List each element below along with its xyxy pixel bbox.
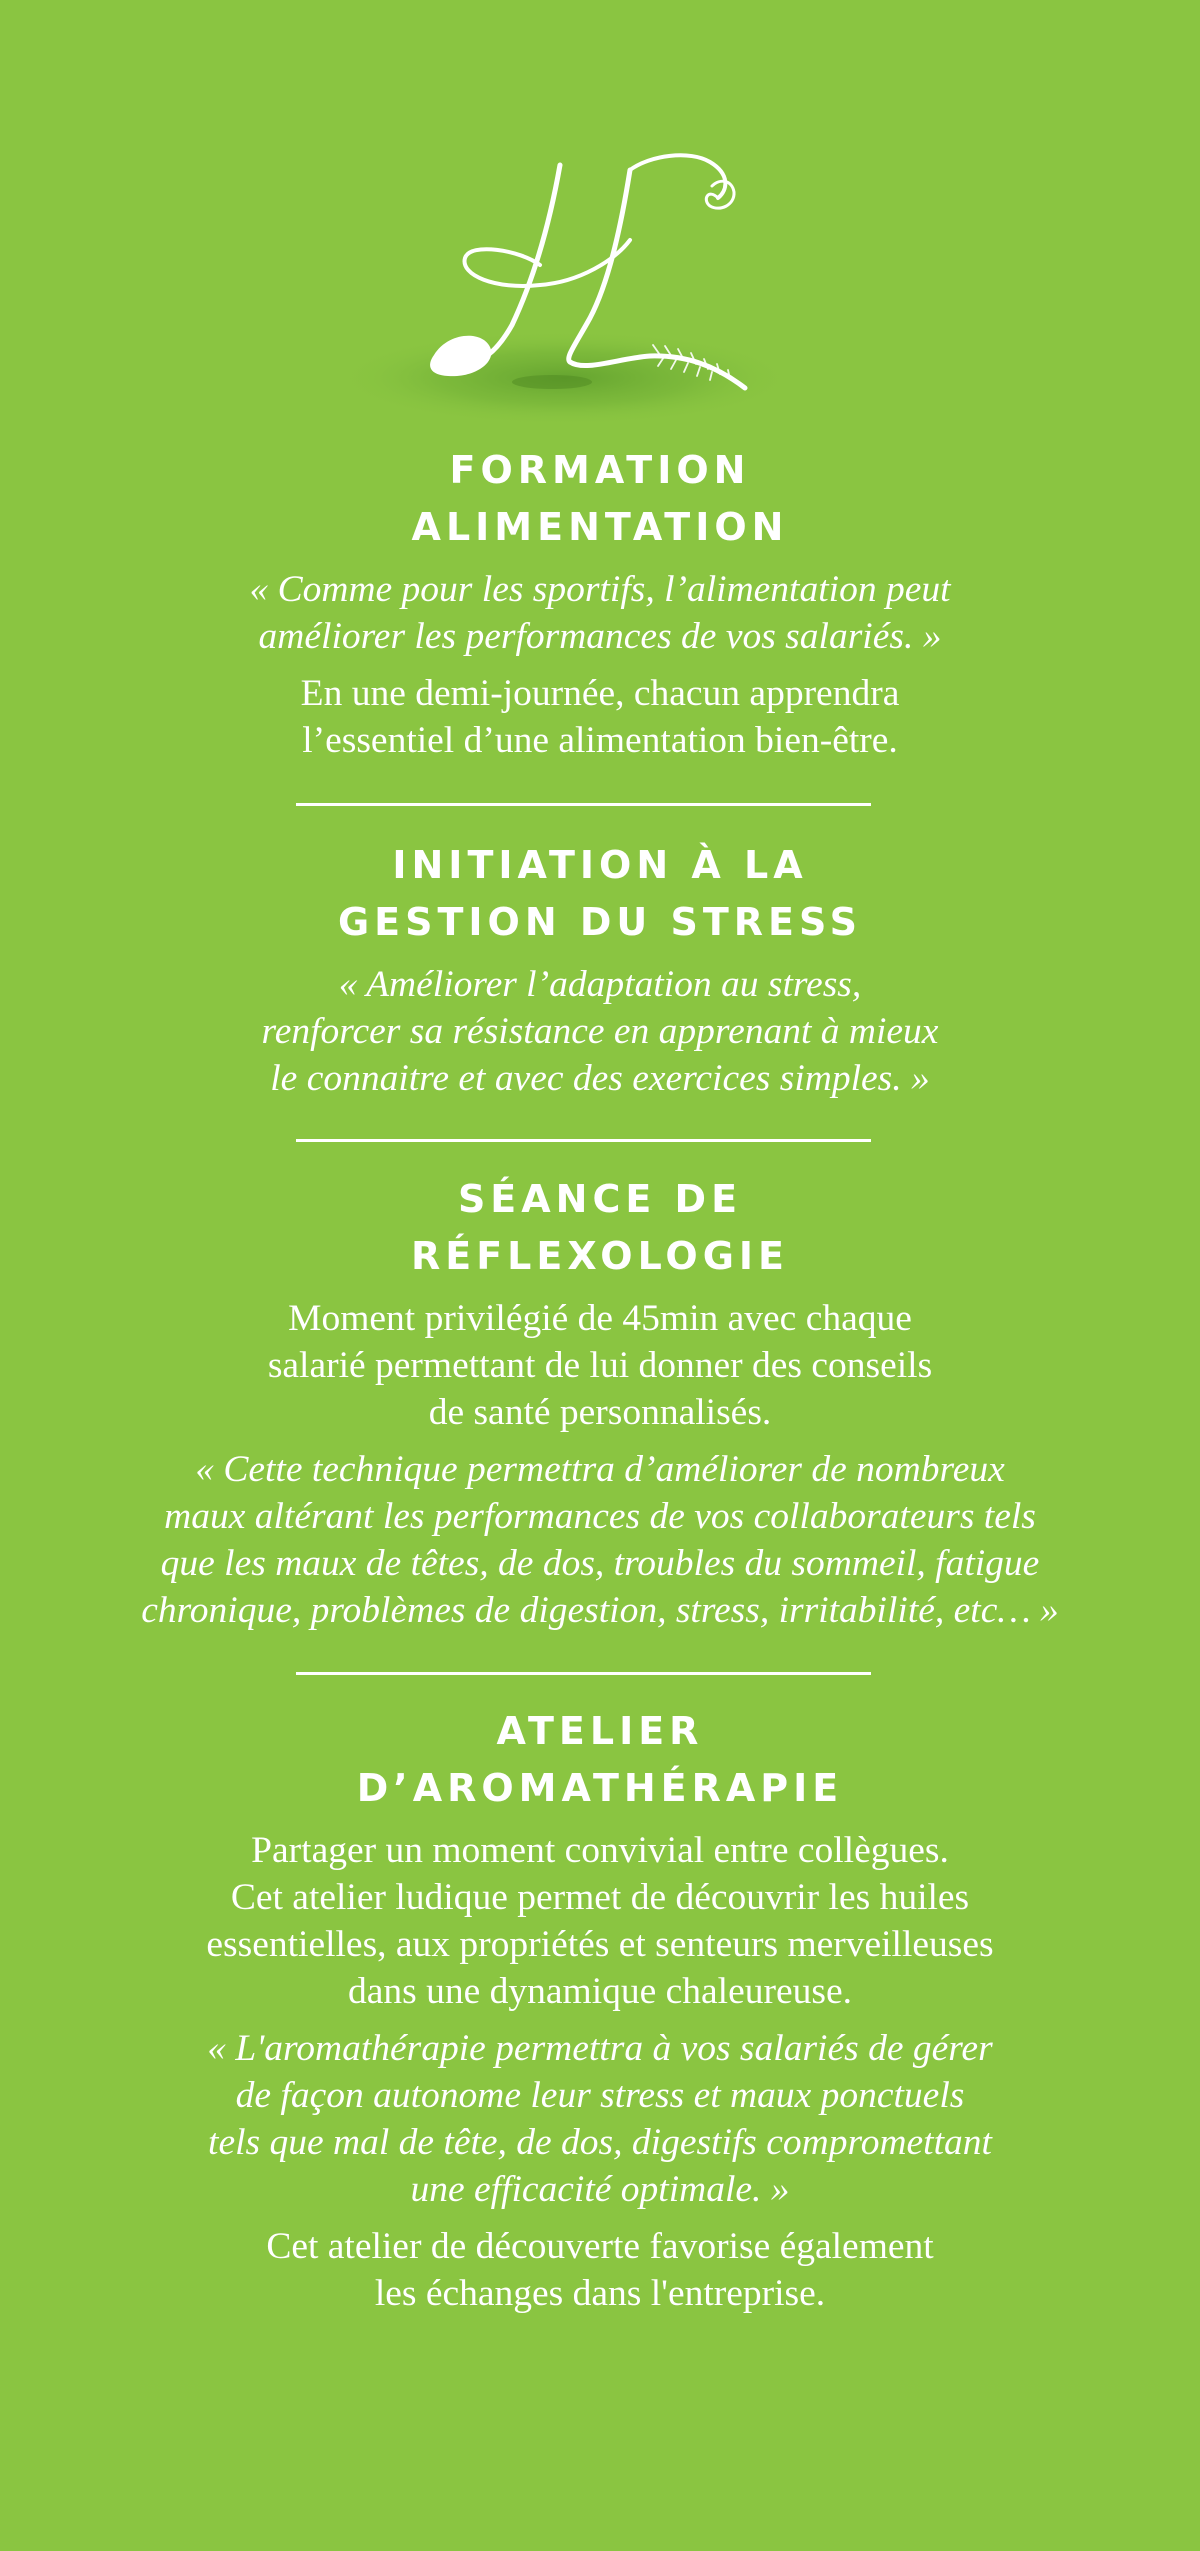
section-heading-line: SÉANCE DE xyxy=(457,1177,743,1221)
section-heading-line: ALIMENTATION xyxy=(411,505,789,549)
section-heading xyxy=(0,1703,1200,1817)
text-line: de santé personnalisés. xyxy=(428,1392,772,1433)
section-quote xyxy=(0,566,1200,660)
text-line: les échanges dans l'entreprise. xyxy=(374,2273,826,2314)
text-line: de façon autonome leur stress et maux ponctuels xyxy=(235,2075,965,2116)
section-divider xyxy=(296,803,871,806)
text-line: Cet atelier ludique permet de découvrir les huiles xyxy=(230,1877,970,1918)
hl-monogram-logo xyxy=(330,150,800,430)
text-line: Cet atelier de découverte favorise également xyxy=(266,2226,934,2267)
section-description xyxy=(0,1827,1200,2015)
text-line: essentielles, aux propriétés et senteurs merveilleuses xyxy=(206,1924,994,1965)
section-heading-line: INITIATION À LA xyxy=(392,843,808,887)
text-line: dans une dynamique chaleureuse. xyxy=(348,1971,852,2012)
section-description xyxy=(0,1295,1200,1436)
text-line: que les maux de têtes, de dos, troubles du sommeil, fatigue xyxy=(160,1543,1040,1584)
text-line: une efficacité optimale. » xyxy=(410,2169,790,2210)
section-quote xyxy=(0,1446,1200,1634)
section-divider xyxy=(296,1139,871,1142)
section-quote xyxy=(0,2025,1200,2213)
text-line: le connaitre et avec des exercices simples. » xyxy=(270,1058,930,1099)
section-heading-line: D’AROMATHÉRAPIE xyxy=(356,1766,844,1810)
text-line: chronique, problèmes de digestion, stress, irritabilité, etc… » xyxy=(141,1590,1059,1631)
text-line: « Comme pour les sportifs, l’alimentation peut xyxy=(249,569,951,610)
section-quote xyxy=(0,961,1200,1102)
text-line: Partager un moment convivial entre collègues. xyxy=(251,1830,949,1871)
section-gestion-stress xyxy=(0,837,1200,1102)
text-line: Moment privilégié de 45min avec chaque xyxy=(288,1298,912,1339)
text-line: l’essentiel d’une alimentation bien-être. xyxy=(302,720,898,761)
section-divider xyxy=(296,1672,871,1675)
section-formation-alimentation xyxy=(0,442,1200,764)
text-line: « Améliorer l’adaptation au stress, xyxy=(338,964,862,1005)
text-line: améliorer les performances de vos salariés. » xyxy=(258,616,942,657)
section-description xyxy=(0,670,1200,764)
section-heading-line: ATELIER xyxy=(496,1709,704,1753)
section-heading xyxy=(0,1171,1200,1285)
section-heading-line: GESTION DU STRESS xyxy=(337,900,863,944)
section-heading-line: FORMATION xyxy=(449,448,751,492)
section-reflexologie xyxy=(0,1171,1200,1634)
text-line: maux altérant les performances de vos collaborateurs tels xyxy=(164,1496,1036,1537)
section-closing-text xyxy=(0,2223,1200,2317)
text-line: tels que mal de tête, de dos, digestifs compromettant xyxy=(208,2122,992,2163)
text-line: « Cette technique permettra d’améliorer de nombreux xyxy=(195,1449,1005,1490)
section-heading xyxy=(0,442,1200,556)
section-heading-line: RÉFLEXOLOGIE xyxy=(410,1234,790,1278)
section-heading xyxy=(0,837,1200,951)
text-line: renforcer sa résistance en apprenant à mieux xyxy=(261,1011,939,1052)
text-line: En une demi-journée, chacun apprendra xyxy=(300,673,900,714)
text-line: salarié permettant de lui donner des conseils xyxy=(267,1345,933,1386)
text-line: « L'aromathérapie permettra à vos salariés de gérer xyxy=(207,2028,993,2069)
section-aromatherapie xyxy=(0,1703,1200,2317)
